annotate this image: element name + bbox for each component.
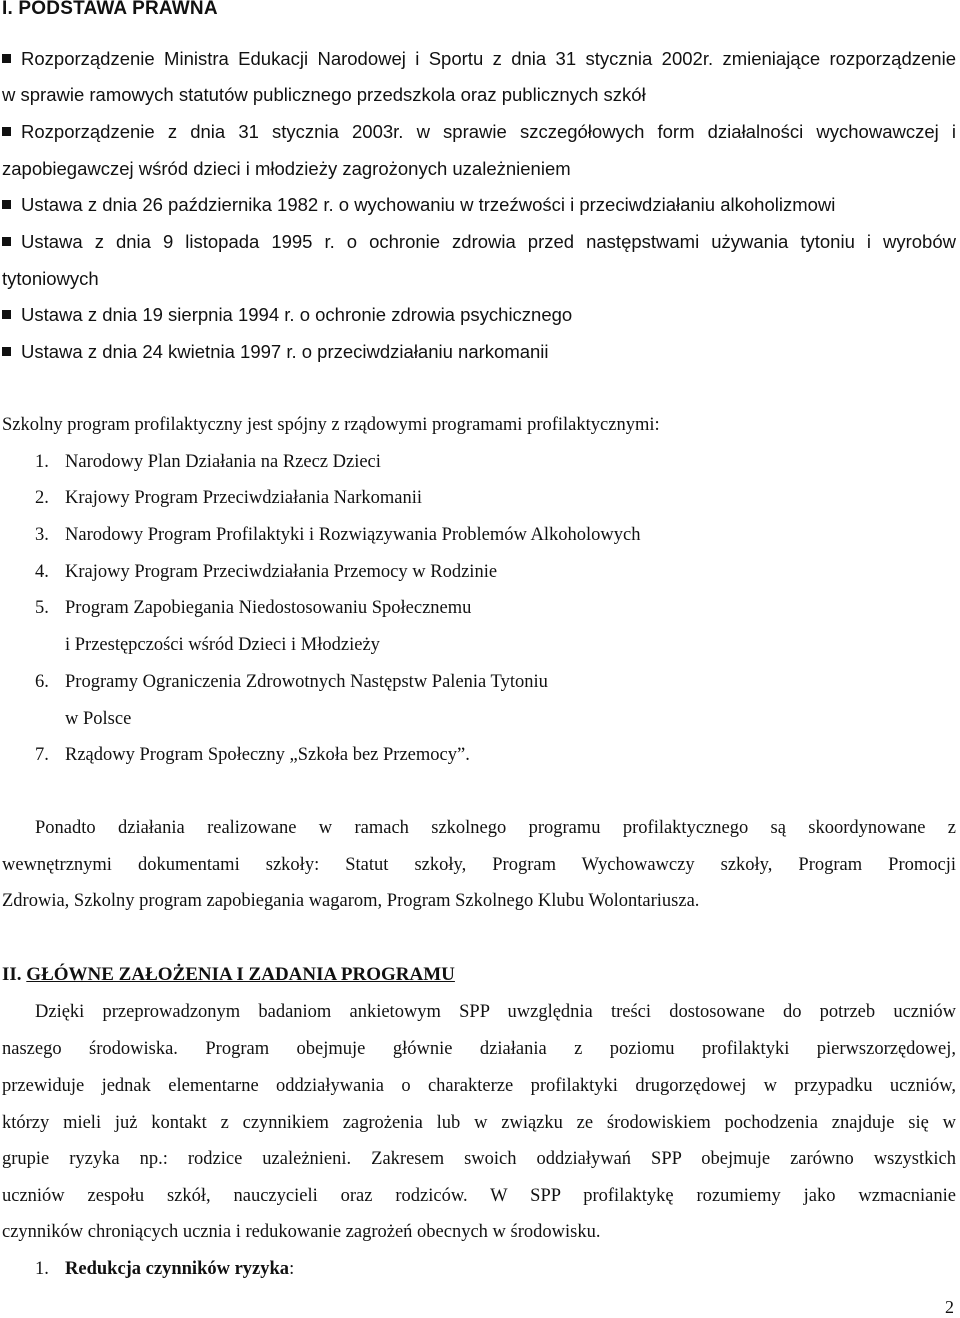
legal-act-2-line-1: Rozporządzenie z dnia 31 stycznia 2003r. w sprawie szczegółowych form działalności wychowawczej i [2,121,956,143]
program-item: 4. Krajowy Program Przeciwdziałania Przemocy w Rodzinie [35,562,498,582]
coordination-paragraph-line-3: Zdrowia, Szkolny program zapobiegania wagarom, Program Szkolnego Klubu Wolontariusza. [2,891,700,911]
bullet-icon [2,310,11,319]
section-2-paragraph-line-6: uczniów zespołu szkół, nauczycieli oraz rodziców. W SPP profilaktykę rozumiemy jako wzmacnianie [2,1186,956,1206]
section-2-paragraph-line-1: Dzięki przeprowadzonym badaniom ankietowym SPP uwzględnia treści dostosowane do potrzeb uczniów [35,1002,956,1022]
bullet-icon [2,347,11,356]
section-2-paragraph-line-2: naszego środowiska. Program obejmuje głównie działania z poziomu profilaktyki pierwszorzędowej, [2,1039,956,1059]
legal-act-6: Ustawa z dnia 24 kwietnia 1997 r. o przeciwdziałaniu narkomanii [2,341,549,363]
bullet-icon [2,200,11,209]
coordination-paragraph-line-2: wewnętrznymi dokumentami szkoły: Statut szkoły, Program Wychowawczy szkoły, Program Promocji [2,855,956,875]
program-item-continuation: i Przestępczości wśród Dzieci i Młodzieży [65,635,380,655]
section-2-paragraph-line-5: grupie ryzyka np.: rodzice uzależnieni. Zakresem swoich oddziaływań SPP obejmuje zarówno wszystkich [2,1149,956,1169]
program-item: 1. Narodowy Plan Działania na Rzecz Dzieci [35,452,381,472]
legal-act-1-line-1: Rozporządzenie Ministra Edukacji Narodowej i Sportu z dnia 31 stycznia 2002r. zmieniające rozporządzenie [2,48,956,70]
legal-act-5: Ustawa z dnia 19 sierpnia 1994 r. o ochronie zdrowia psychicznego [2,304,572,326]
bullet-icon [2,127,11,136]
page-number: 2 [945,1297,954,1317]
section-2-paragraph-line-3: przewiduje jednak elementarne oddziaływania o charakterze profilaktyki drugorzędowej w przypadku uczniów, [2,1076,956,1096]
program-item: 7. Rządowy Program Społeczny „Szkoła bez Przemocy”. [35,745,470,765]
section-2-paragraph-line-7: czynników chroniących ucznia i redukowanie zagrożeń obecnych w środowisku. [2,1222,601,1242]
legal-act-4-line-2: tytoniowych [2,268,99,289]
subheading-risk-reduction: 1. Redukcja czynników ryzyka: [35,1259,295,1279]
program-item: 6. Programy Ograniczenia Zdrowotnych Następstw Palenia Tytoniu [35,672,548,692]
bullet-icon [2,54,11,63]
program-item: 5. Program Zapobiegania Niedostosowaniu Społecznemu [35,598,472,618]
section-2-title: II. GŁÓWNE ZAŁOŻENIA I ZADANIA PROGRAMU [2,964,455,985]
programs-intro: Szkolny program profilaktyczny jest spójny z rządowymi programami profilaktycznymi: [2,415,660,435]
legal-act-1-line-2: w sprawie ramowych statutów publicznego przedszkola oraz publicznych szkół [2,84,646,105]
coordination-paragraph-line-1: Ponadto działania realizowane w ramach szkolnego programu profilaktycznego są skoordynowane z [35,818,956,838]
program-item: 3. Narodowy Program Profilaktyki i Rozwiązywania Problemów Alkoholowych [35,525,641,545]
bullet-icon [2,237,11,246]
legal-act-2-line-2: zapobiegawczej wśród dzieci i młodzieży zagrożonych uzależnieniem [2,158,571,179]
program-item: 2. Krajowy Program Przeciwdziałania Narkomanii [35,488,423,508]
section-2-paragraph-line-4: którzy mieli już kontakt z czynnikiem zagrożenia lub w związku ze środowiskiem pochodzenia znajduje się w [2,1113,956,1133]
legal-act-3: Ustawa z dnia 26 października 1982 r. o wychowaniu w trzeźwości i przeciwdziałaniu alkoholizmowi [2,194,835,216]
program-item-continuation: w Polsce [65,709,132,729]
section-1-title: I. PODSTAWA PRAWNA [2,0,218,19]
legal-act-4-line-1: Ustawa z dnia 9 listopada 1995 r. o ochronie zdrowia przed następstwami używania tytoniu i wyrobów [2,231,956,253]
